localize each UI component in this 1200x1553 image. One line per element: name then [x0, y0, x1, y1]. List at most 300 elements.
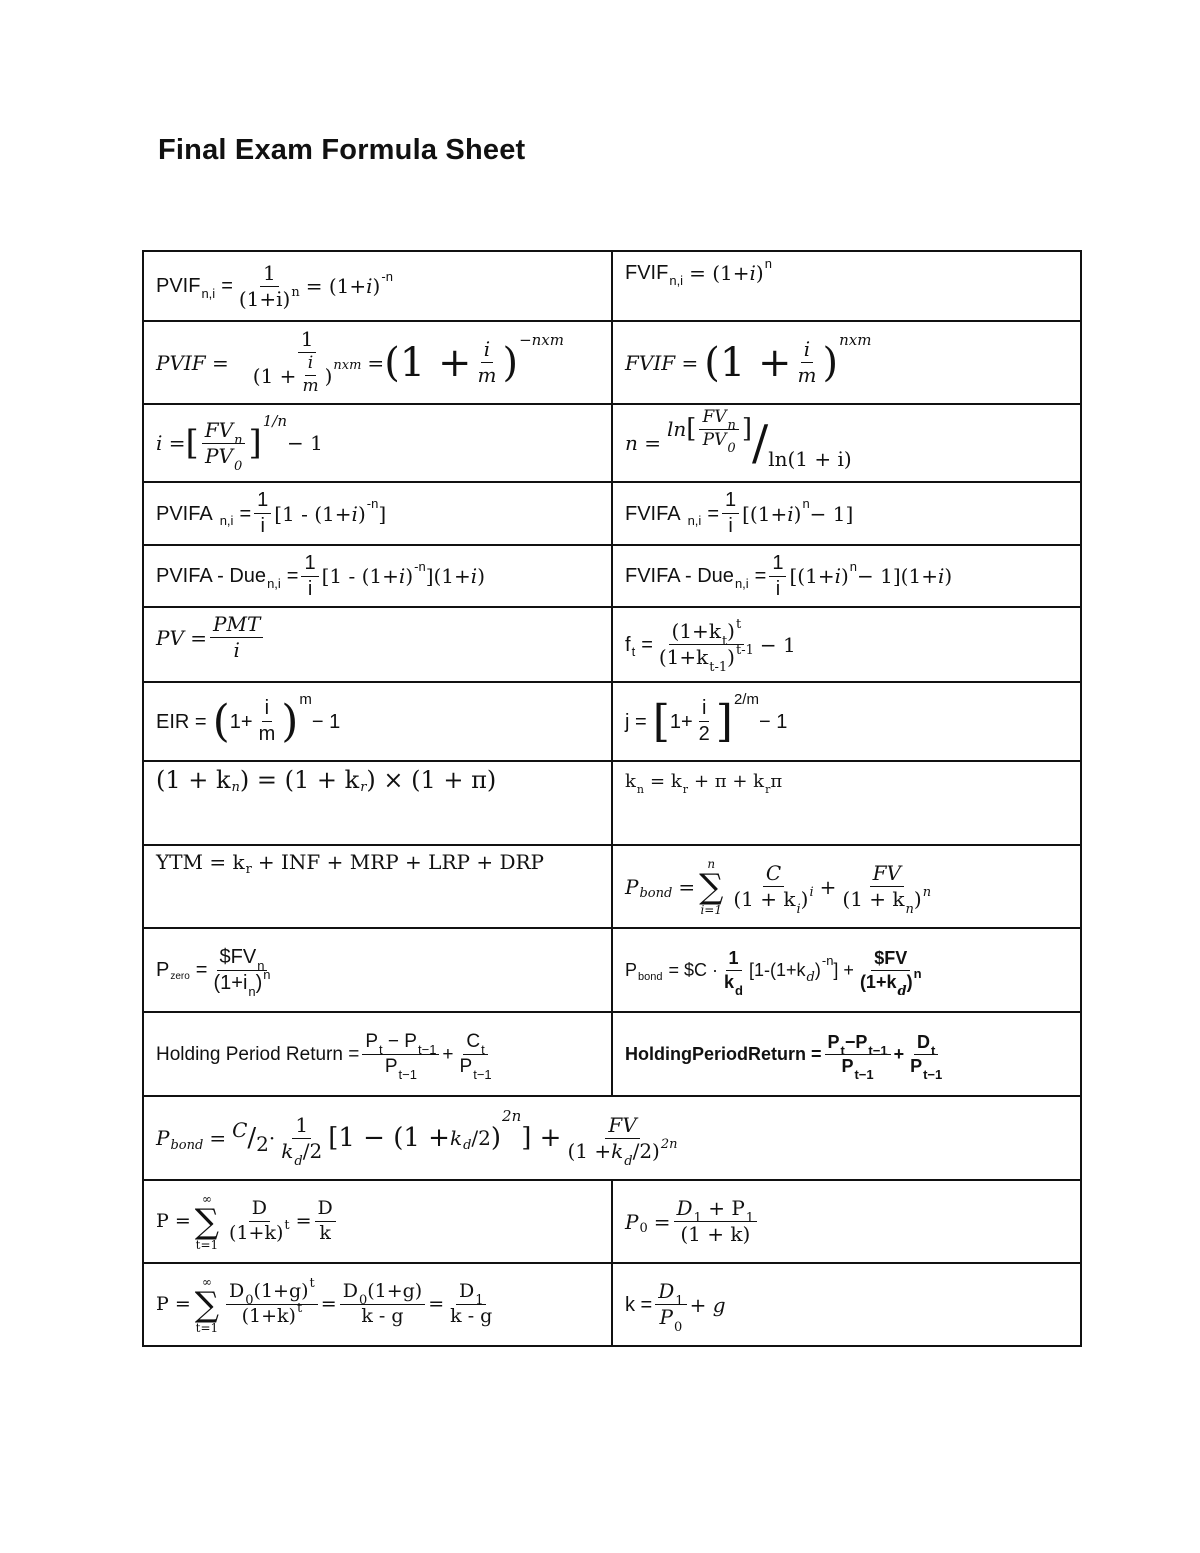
inner-fraction — [299, 355, 321, 396]
fraction — [655, 1279, 686, 1335]
subscript: 1 — [745, 1211, 755, 1226]
exponent: t — [735, 617, 742, 632]
paren-open: (1 + — [252, 363, 297, 388]
subscript: t-1 — [709, 660, 728, 675]
paren: ) — [793, 501, 802, 526]
numerator: 1 — [726, 949, 742, 971]
paren-open: ( — [212, 695, 230, 747]
numerator: D — [658, 1279, 675, 1303]
fraction — [236, 260, 303, 311]
denominator: (1 + k — [842, 887, 905, 911]
numerator: D — [229, 1280, 245, 1303]
fraction — [721, 947, 746, 998]
slash: / — [302, 1138, 310, 1163]
paren-close: ) — [822, 339, 839, 386]
summation — [699, 858, 723, 916]
exponent: -n — [414, 558, 426, 574]
equals-sign: = — [295, 1210, 312, 1232]
exponent: 2n — [502, 1106, 522, 1125]
paren: ) — [405, 564, 414, 588]
pvifa-label: PVIFA — [156, 502, 213, 525]
expression-text: 2 — [478, 1126, 491, 1150]
expression-text: 2 — [256, 1132, 269, 1156]
fraction — [447, 1282, 495, 1327]
paren: ) — [727, 645, 735, 669]
expression-text: (1 + — [567, 1138, 612, 1163]
expression-text: − 1 — [759, 632, 796, 657]
subscript: 0 — [233, 458, 243, 474]
subscript: 0 — [674, 1320, 683, 1335]
equals-sign: = — [707, 502, 719, 525]
expression-text: 2 — [309, 1138, 323, 1163]
subscript: bond — [639, 886, 673, 901]
paren: ) — [840, 564, 849, 588]
denominator: i — [260, 515, 265, 537]
inner-fraction — [795, 339, 820, 386]
inner-fraction — [474, 339, 499, 386]
fraction — [202, 417, 246, 474]
denominator: m — [477, 363, 497, 387]
expression-text: π — [770, 771, 783, 792]
exponent: -n — [366, 496, 379, 511]
numerator: (1+k — [671, 619, 721, 643]
formula-row — [143, 482, 1081, 545]
fraction — [278, 1112, 325, 1169]
paren-close: ) — [490, 1123, 502, 1153]
formula-row — [143, 607, 1081, 682]
expression-text: ](1+ — [425, 564, 471, 588]
zero-price-label: P — [156, 959, 170, 981]
pv-label: PV = — [156, 625, 208, 650]
numerator: i — [481, 339, 493, 363]
equals-sign: = — [320, 1293, 337, 1315]
expression-text: − 1 — [311, 710, 341, 733]
formula-row — [143, 845, 1081, 928]
fraction — [564, 1112, 680, 1169]
formula-fvifa — [612, 482, 1081, 545]
fraction — [656, 617, 757, 675]
equals-sign: = — [653, 1209, 671, 1234]
pvif-label: PVIF — [156, 275, 201, 297]
exponent: nxm — [839, 331, 872, 349]
paren-close: ) — [281, 695, 299, 747]
formula-one-period-price — [612, 1180, 1081, 1263]
expression-text: YTM = k — [156, 850, 245, 874]
denominator: i — [728, 515, 733, 537]
exponent: 2n — [660, 1136, 678, 1152]
denominator: PV — [702, 429, 727, 450]
expression-text: − 1 — [758, 710, 788, 733]
summation — [195, 1193, 219, 1251]
equals-sign: = — [286, 565, 299, 587]
formula-row — [143, 1180, 1081, 1263]
subscript: t−1 — [854, 1066, 874, 1082]
subscript: bond — [170, 1137, 204, 1153]
formula-hpr-dividend — [612, 1012, 1081, 1096]
expression-text: ] + — [833, 960, 854, 980]
ln-text: ln — [667, 417, 687, 441]
pvif-label: PVIF = — [156, 350, 229, 375]
formula-fvif-compound — [612, 321, 1081, 404]
formula-periodic-rate — [612, 682, 1081, 761]
denominator: k — [724, 971, 735, 992]
expression-text: + INF + MRP + LRP + DRP — [257, 850, 544, 874]
subscript: r — [682, 782, 688, 796]
j-label: j = — [625, 710, 647, 733]
variable-i: i — [398, 564, 406, 588]
subscript: n — [248, 983, 256, 999]
numerator: 1 — [301, 553, 318, 577]
exponent: t-1 — [735, 643, 754, 658]
formula-required-return — [612, 1263, 1081, 1346]
formula-fvifa-due — [612, 545, 1081, 607]
paren: ) — [906, 971, 913, 992]
sum-upper-limit: ∞ — [201, 1191, 212, 1206]
denominator: m — [258, 723, 276, 745]
denominator: (1+k) — [229, 1222, 284, 1244]
sum-lower-limit: t=1 — [195, 1237, 219, 1252]
fvif-label: FVIF = — [625, 350, 699, 375]
fvif-label: FVIF — [625, 262, 669, 284]
denominator: k - g — [450, 1305, 493, 1327]
fraction — [907, 1031, 945, 1082]
bracket-close: ] — [715, 695, 733, 747]
subscript: d — [735, 982, 743, 998]
fraction — [250, 329, 365, 396]
subscript: n,i — [687, 513, 702, 528]
equals-sign: = — [641, 633, 653, 656]
expression-text: (1+g) — [253, 1280, 309, 1303]
numerator: C — [466, 1030, 481, 1052]
denominator: m — [302, 376, 319, 396]
fraction — [226, 1199, 293, 1244]
numerator: 1 — [722, 490, 739, 514]
subscript: n — [234, 432, 243, 448]
paren: ) — [357, 501, 366, 526]
expression-text: −P — [844, 1031, 868, 1052]
exponent: 1/n — [262, 411, 288, 430]
exponent: t — [309, 1276, 315, 1292]
dot-operator: · — [268, 1126, 276, 1150]
bracket-open: [ — [185, 423, 199, 463]
numerator: PMT — [210, 614, 263, 638]
formula-row — [143, 404, 1081, 482]
fvifa-label: FVIFA — [625, 502, 681, 525]
equals-sign: = — [678, 874, 696, 899]
subscript: n — [231, 779, 240, 795]
periods-label: n = — [625, 431, 661, 455]
denominator: P — [659, 1305, 673, 1329]
expression-text: − 1] — [809, 501, 854, 526]
sigma-icon: ∑ — [194, 1201, 220, 1242]
paren: ) — [255, 971, 263, 994]
subscript: t — [481, 1041, 485, 1057]
fraction — [340, 1282, 426, 1327]
subscript: r — [360, 779, 367, 795]
denominator: (1+k — [859, 971, 897, 992]
formula-row — [143, 321, 1081, 404]
numerator: 1 — [769, 553, 786, 577]
exponent: n — [802, 496, 810, 511]
denominator: 2 — [698, 723, 710, 745]
formula-pvifa-due — [143, 545, 612, 607]
numerator: FV — [702, 406, 727, 427]
subscript: d — [806, 969, 815, 985]
coupon-symbol: C — [232, 1118, 248, 1142]
formula-pvif — [143, 251, 612, 321]
bracket-open: [ — [652, 695, 670, 747]
variable-i: i — [749, 261, 756, 285]
denominator: i — [775, 577, 781, 600]
expression-text: (1 + k — [156, 766, 231, 794]
fraction — [699, 406, 738, 456]
subscript: n — [636, 782, 645, 796]
pvifa-due-label: PVIFA - Due — [156, 565, 267, 587]
paren-close: ) — [502, 339, 519, 386]
subscript: 0 — [245, 1293, 254, 1309]
expression-text: [1 − (1 + — [328, 1123, 450, 1153]
expression-text: (1+g) — [367, 1280, 423, 1303]
subscript: d — [294, 1153, 303, 1169]
subscript: r — [245, 861, 252, 877]
denominator: PV — [205, 443, 233, 468]
expression-text: = $C · — [668, 960, 719, 980]
numerator: i — [699, 698, 709, 722]
eir-label: EIR = — [156, 710, 207, 733]
denominator: (1+k — [658, 645, 709, 669]
expression-text: [(1+ — [789, 564, 835, 588]
denominator: i — [307, 577, 313, 600]
numerator: FV — [605, 1115, 639, 1139]
fvif-sub: n,i — [669, 272, 684, 288]
numerator: FV — [870, 863, 904, 887]
subscript: 1 — [693, 1211, 702, 1226]
exponent: n — [922, 885, 932, 900]
bracket-close: ] — [378, 501, 387, 526]
denominator-text: (1+i) — [238, 286, 291, 311]
rate-label: i = — [156, 431, 186, 455]
expression-text: = (1+ — [689, 261, 750, 285]
pvif-sub: n,i — [201, 285, 216, 301]
bond-price-label: P — [625, 874, 639, 899]
numerator: 1 — [292, 1115, 311, 1139]
paren: ) — [800, 887, 809, 911]
numerator: $FV — [871, 949, 910, 971]
subscript: t−1 — [923, 1066, 943, 1082]
subscript: d — [624, 1153, 633, 1169]
formula-row — [143, 545, 1081, 607]
subscript: 0 — [358, 1293, 368, 1309]
subscript: d — [897, 983, 907, 999]
formula-bond-price — [612, 845, 1081, 928]
variable-i: i — [470, 564, 478, 588]
paren: ) — [727, 619, 735, 643]
formula-fisher — [143, 761, 612, 845]
equals-sign: = — [428, 1293, 445, 1315]
exponent: -n — [381, 268, 393, 284]
subscript: n,i — [734, 575, 749, 591]
variable-i: i — [834, 564, 841, 588]
variable-i: i — [366, 274, 373, 298]
formula-forward-rate — [612, 607, 1081, 682]
expression-text: 1+ — [229, 710, 253, 733]
slash: / — [632, 1138, 640, 1163]
denominator: i — [233, 638, 240, 662]
expression-text: k — [625, 771, 636, 792]
expression-text: ] + — [521, 1123, 562, 1153]
denominator: P — [384, 1055, 398, 1077]
sum-upper-limit: ∞ — [201, 1274, 212, 1289]
slash: / — [471, 1126, 479, 1150]
numerator: D — [342, 1280, 358, 1303]
denominator — [250, 353, 365, 396]
exponent: nxm — [333, 358, 362, 373]
subscript: n,i — [267, 575, 281, 591]
expression-text: [1 - (1+ — [321, 564, 399, 588]
denominator: (1 + k — [733, 887, 796, 911]
formula-row — [143, 1096, 1081, 1180]
paren-close: ) — [324, 363, 333, 388]
variable-i: i — [787, 501, 794, 526]
paren: ) — [913, 887, 922, 911]
subscript: t — [721, 634, 728, 649]
sum-lower-limit: i=1 — [700, 902, 722, 917]
fraction — [457, 1030, 495, 1082]
formula-pvif-compound — [143, 321, 612, 404]
formula-periods: n = ln [ $\frac{FV_n}{PV_0}$ ] / ln(1 + i) — [612, 404, 1081, 482]
equals-sign: = — [195, 959, 208, 981]
denominator: P — [910, 1055, 923, 1076]
expression-text: + π + k — [694, 771, 765, 792]
equals-sign: = — [367, 350, 385, 375]
formula-fisher-approx — [612, 761, 1081, 845]
subscript: n — [257, 957, 265, 973]
numerator: D — [315, 1199, 336, 1222]
numerator: P — [827, 1031, 840, 1052]
formula-row — [143, 251, 1081, 321]
denominator: m — [797, 363, 817, 387]
expression-text: − 1](1+ — [857, 564, 938, 588]
sum-lower-limit: t=1 — [195, 1320, 219, 1335]
formula-table — [142, 250, 1082, 1347]
formula-row — [143, 928, 1081, 1012]
numerator: i — [801, 339, 813, 363]
exponent: m — [299, 691, 312, 708]
fraction — [825, 1031, 891, 1082]
variable-i: i — [351, 501, 358, 526]
fraction — [696, 698, 713, 745]
formula-semiannual-bond — [143, 1096, 1081, 1180]
denominator: (1+i — [213, 971, 248, 994]
formula-row — [143, 1012, 1081, 1096]
paren: ) — [477, 564, 485, 588]
numerator: i — [305, 355, 316, 376]
formula-row — [143, 761, 1081, 845]
numerator: 1 — [298, 329, 317, 353]
numerator: P — [365, 1030, 379, 1052]
numerator: 1 — [254, 490, 271, 514]
formula-gordon-growth — [143, 1263, 612, 1346]
subscript: t−1 — [417, 1041, 437, 1057]
fraction — [226, 1276, 318, 1327]
denominator: (1 + k) — [680, 1222, 751, 1246]
price-label: P — [625, 1209, 639, 1234]
subscript: bond — [638, 970, 663, 983]
subscript: i — [796, 902, 801, 917]
fraction — [210, 945, 273, 999]
denominator: P — [459, 1055, 473, 1077]
exponent: n — [913, 965, 922, 981]
denominator: k - g — [361, 1305, 404, 1327]
hpr-label: HoldingPeriodReturn = — [625, 1044, 822, 1064]
forward-rate-label: f — [625, 633, 631, 656]
subscript: t−1 — [398, 1066, 417, 1082]
equals-sign: = — [221, 275, 233, 297]
numerator: C — [763, 863, 784, 887]
expression-text: 2 — [639, 1138, 653, 1163]
exponent: n — [764, 255, 772, 271]
formula-zero-coupon — [143, 928, 612, 1012]
expression-text: = (1+ — [305, 274, 367, 298]
paren: ) — [814, 960, 821, 980]
formula-row — [143, 1263, 1081, 1346]
exponent: t — [284, 1218, 290, 1233]
k-label: k = — [625, 1293, 653, 1316]
numerator: D — [916, 1031, 930, 1052]
expression-text: k — [611, 1138, 624, 1163]
fraction — [301, 553, 318, 600]
numerator: FV — [204, 417, 234, 442]
fraction — [256, 698, 279, 745]
paren-open: (1 + — [384, 339, 472, 386]
formula-interest-rate — [143, 404, 612, 482]
price-label: P = — [156, 1210, 191, 1232]
paren-open: (1 + — [704, 339, 792, 386]
paren: ) — [372, 274, 381, 298]
numerator: 1 — [260, 263, 279, 287]
subscript: 1 — [675, 1294, 684, 1309]
subscript: 1 — [475, 1293, 484, 1309]
page-title: Final Exam Formula Sheet — [158, 134, 526, 166]
formula-bond-annuity — [612, 928, 1081, 1012]
exponent: −nxm — [519, 331, 564, 349]
equals-sign: = — [209, 1126, 227, 1150]
variable-i: i — [937, 564, 945, 588]
subscript: 0 — [727, 440, 736, 456]
summation — [195, 1276, 219, 1334]
expression-text: [(1+ — [742, 501, 788, 526]
bracket-close: ] — [248, 423, 262, 463]
exponent: n — [849, 558, 858, 574]
expression-text: ) = (1 + k — [239, 766, 360, 794]
numerator: D — [249, 1199, 270, 1222]
expression-text: + P — [708, 1196, 745, 1220]
fraction — [254, 490, 271, 537]
paren: ) — [755, 261, 764, 285]
expression-text: = k — [650, 771, 682, 792]
denominator — [236, 284, 303, 311]
formula-perpetuity-stock — [143, 1180, 612, 1263]
hpr-label: Holding Period Return = — [156, 1043, 360, 1065]
bond-price-label: P — [156, 1126, 170, 1150]
subscript: n — [905, 902, 914, 917]
plus-sign: + — [442, 1043, 454, 1065]
expression-text: ) × (1 + π) — [366, 766, 497, 794]
subscript: t — [631, 644, 636, 659]
denominator: (1+k) — [241, 1305, 296, 1327]
fraction — [730, 861, 816, 917]
equals-sign: = — [239, 502, 252, 525]
